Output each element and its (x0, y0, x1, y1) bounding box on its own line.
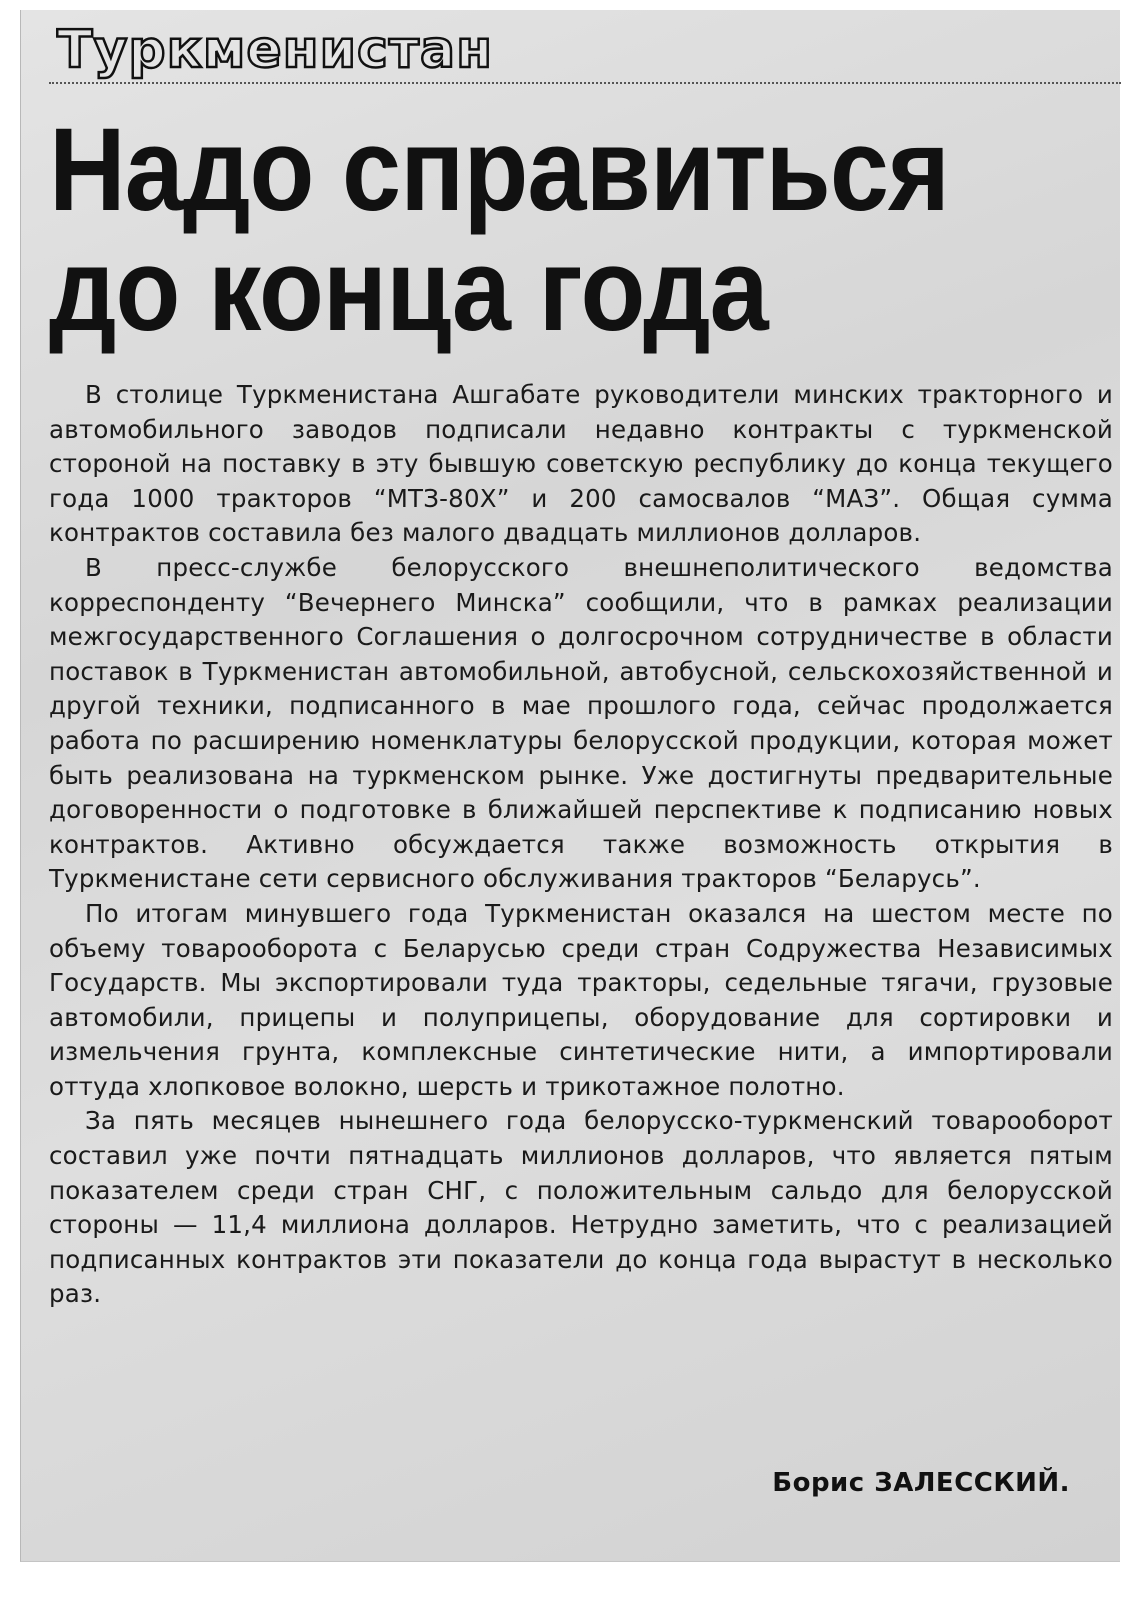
headline (49, 104, 950, 356)
paragraph-2: В пресс-службе белорусского внешнеполитического ведомства корреспонденту “Вечернего Минска” сообщили, что в рамках реализации межгосударственного Соглашения о долгосрочном сотрудничестве в области поставок в Туркменистан автомобильной, автобусной, сельскохозяйственной и другой техники, подписанного в мае прошлого года, сейчас продолжается работа по расширению номенклатуры белорусской продукции, которая может быть реализована на туркменском рынке. Уже достигнуты предварительные договоренности о подготовке в ближайшей перспективе к подписанию новых контрактов. Активно обсуждается также возможность открытия в Туркменистане сети сервисного обслуживания тракторов “Беларусь”. (49, 552, 1113, 894)
paragraph-3: По итогам минувшего года Туркменистан оказался на шестом месте по объему товарооборота с Беларусью среди стран Содружества Независимых Государств. Мы экспортировали туда тракторы, седельные тягачи, грузовые автомобили, прицепы и полуприцепы, оборудование для сортировки и измельчения грунта, комплексные синтетические нити, а импортировали оттуда хлопковое волокно, шерсть и трикотажное полотно. (49, 898, 1113, 1101)
headline-line-2: до конца года (49, 224, 768, 356)
newspaper-clipping (20, 10, 1120, 1562)
rubric-divider (49, 82, 1121, 84)
paragraph-4: За пять месяцев нынешнего года белорусско-туркменский товарооборот составил уже почти пятнадцать миллионов долларов, что является пятым показателем среди стран СНГ, с положительным сальдо для белорусской стороны — 11,4 миллиона долларов. Нетрудно заметить, что с реализацией подписанных контрактов эти показатели до конца года вырастут в несколько раз. (49, 1106, 1113, 1309)
headline-line-1: Надо справиться (49, 104, 950, 236)
paragraph-1: В столице Туркменистана Ашгабате руководители минских тракторного и автомобильного заводов подписали недавно контракты с туркменской стороной на поставку в эту бывшую советскую республику до конца текущего года 1000 тракторов “МТЗ-80Х” и 200 самосвалов “МАЗ”. Общая сумма контрактов составила без малого двадцать миллионов долларов. (49, 380, 1113, 548)
section-rubric: Туркменистан (57, 20, 493, 80)
article-body (49, 378, 1113, 1312)
author-byline: Борис ЗАЛЕССКИЙ. (772, 1468, 1070, 1498)
